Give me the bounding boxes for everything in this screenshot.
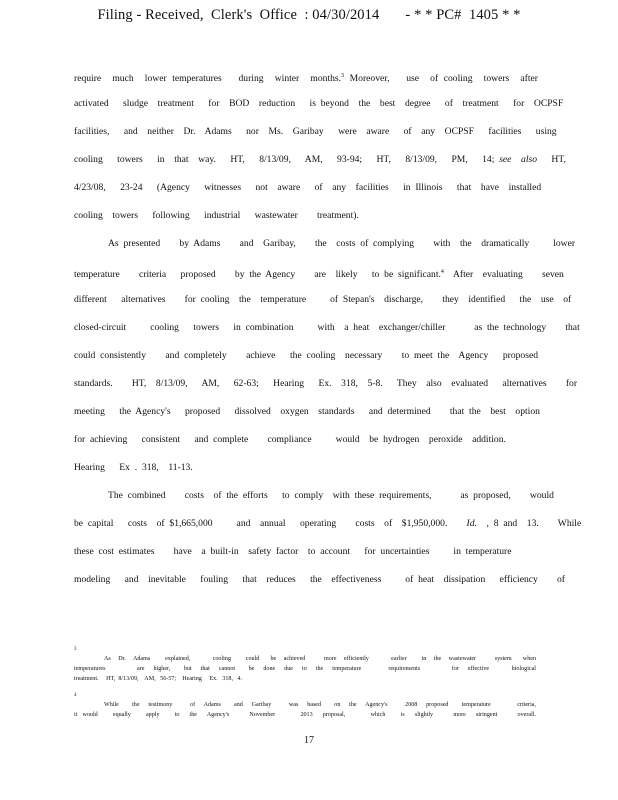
- body-line-19: modeling and inevitable fouling that reduces the effectiveness of heat dissipation efficiency of: [74, 574, 565, 585]
- body-line-10: closed-circuit cooling towers in combination with a heat exchanger/chiller as the technology that: [74, 322, 580, 333]
- body-line-17: be capital costs of $1,665,000 and annual operating costs of $1,950,000. Id. , 8 and 13. While: [74, 518, 582, 529]
- body-line-15: Hearing Ex . 318, 11-13.: [74, 462, 193, 473]
- body-line-11: could consistently and completely achieve the cooling necessary to meet the Agency proposed: [74, 350, 538, 361]
- body-line-5: 4/23/08, 23-24 (Agency witnesses not aware of any facilities in Illinois that have installed: [74, 182, 542, 193]
- footnote-3-line-1: As Dr. Adams explained, cooling could be achieved more efficiently earlier in the wastewater system when: [104, 656, 536, 662]
- footnote-4-mark: 4: [74, 693, 77, 698]
- body-line-13: meeting the Agency's proposed dissolved oxygen standards and determined that the best option: [74, 406, 540, 417]
- filing-header: Filing - Received, Clerk's Office : 04/30/2014 - * * PC# 1405 * *: [97, 7, 521, 23]
- body-line-2: activated sludge treatment for BOD reduction is beyond the best degree of treatment for OCPSF: [74, 98, 564, 109]
- body-line-14: for achieving consistent and complete compliance would be hydrogen peroxide addition.: [74, 434, 506, 445]
- footnote-4-line-1: While the testimony of Adams and Garibay was based on the Agency's 2008 proposed temperature criteria,: [104, 702, 536, 708]
- body-line-1: require much lower temperatures during winter months.$^3$ Moreover, use of cooling towers after: [74, 73, 538, 84]
- footnote-4-line-2: it would equally apply to the Agency's November 2013 proposal, which is slightly more stringent overall.: [74, 712, 536, 718]
- body-line-8: temperature criteria proposed by the Agency are likely to be significant.$^4$ After evaluating seven: [74, 269, 564, 280]
- page-number: 17: [304, 735, 314, 746]
- footnote-ref-3: 3: [341, 73, 345, 79]
- footnote-3-line-2: temperatures are higher, but that cannot be done due to the temperature requirements for effective biological: [74, 666, 536, 672]
- body-line-6: cooling towers following industrial wastewater treatment).: [74, 210, 359, 221]
- body-line-4: cooling towers in that way. HT, 8/13/09, AM, 93-94; HT, 8/13/09, PM, 14; see also HT,: [74, 154, 566, 165]
- body-line-3: facilities, and neither Dr. Adams nor Ms. Garibay were aware of any OCPSF facilities using: [74, 126, 557, 137]
- body-line-12: standards. HT, 8/13/09, AM, 62-63; Hearing Ex. 318, 5-8. They also evaluated alternatives for: [74, 378, 578, 389]
- body-line-7: As presented by Adams and Garibay, the costs of complying with the dramatically lower: [108, 238, 576, 249]
- footnote-ref-4: 4: [440, 269, 444, 275]
- footnote-3-mark: 3: [74, 647, 77, 652]
- body-line-18: these cost estimates have a built-in safety factor to account for uncertainties in temperature: [74, 546, 512, 557]
- footnote-3-line-3: treatment. HT, 8/13/09, AM, 56-57; Hearing Ex. 318, 4.: [74, 676, 243, 682]
- body-line-16: The combined costs of the efforts to comply with these requirements, as proposed, would: [108, 490, 554, 501]
- body-line-9: different alternatives for cooling the temperature of Stepan's discharge, they identified the use of: [74, 294, 572, 305]
